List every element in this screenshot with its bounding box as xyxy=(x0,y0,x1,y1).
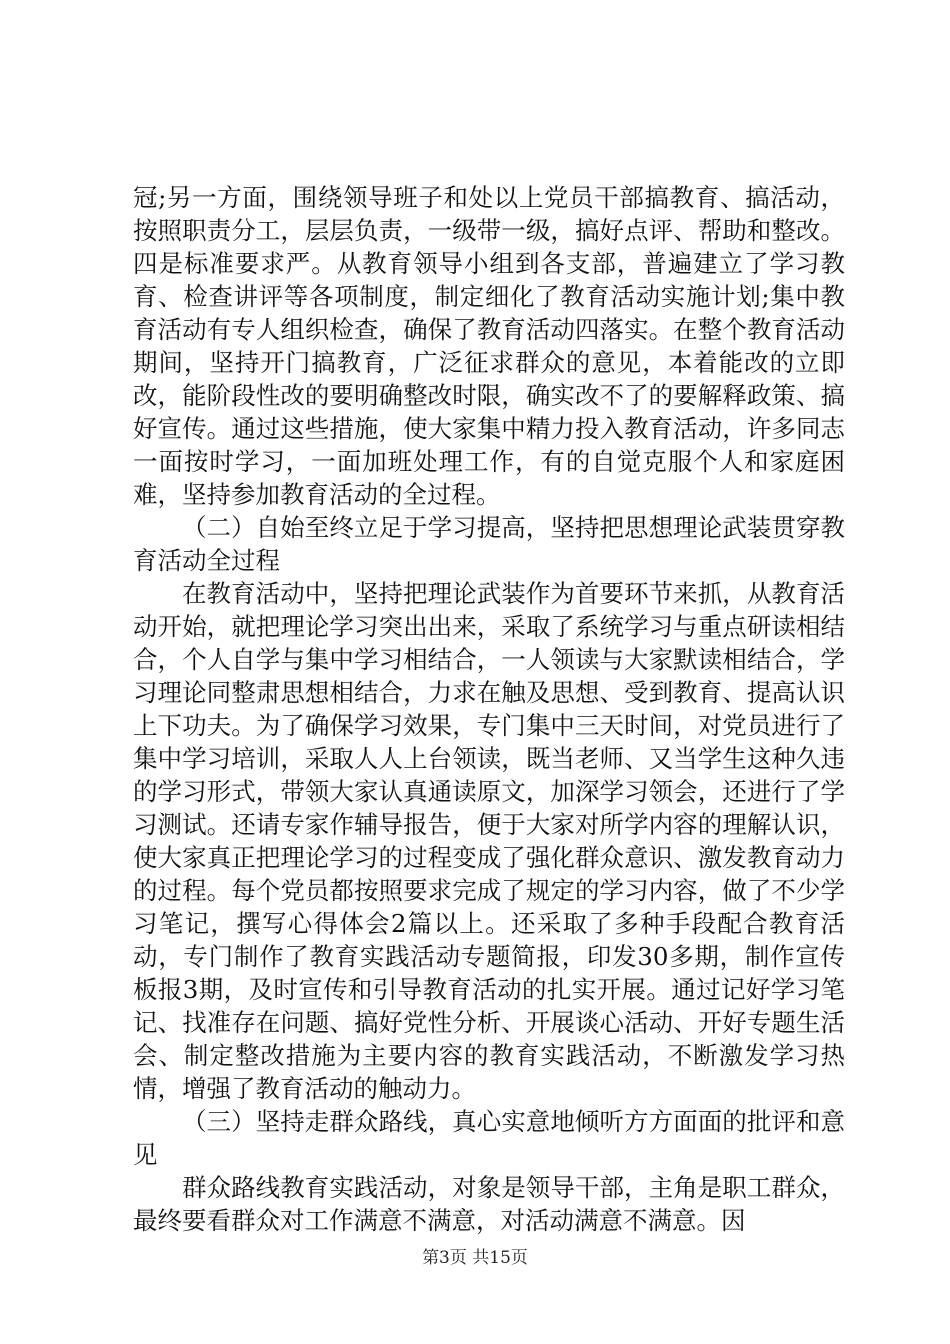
body-paragraph: 在教育活动中，坚持把理论武装作为首要环节来抓，从教育活动开始，就把理论学习突出出来，采取了系统学习与重点研读相结合，个人自学与集中学习相结合，一人领读与大家默读相结合，学习理论同整肃思想相结合，力求在触及思想、受到教育、提高认识上下功夫。为了确保学习效果，专门集中三天时间，对党员进行了集中学习培训，采取人人上台领读，既当老师、又当学生这种久违的学习形式，带领大家认真通读原文，加深学习领会，还进行了学习测试。还请专家作辅导报告，便于大家对所学内容的理解认识，使大家真正把理论学习的过程变成了强化群众意识、激发教育动力的过程。每个党员都按照要求完成了规定的学习内容，做了不少学习笔记，撰写心得体会2篇以上。还采取了多种手段配合教育活动，专门制作了教育实践活动专题简报，印发30多期，制作宣传板报3期，及时宣传和引导教育活动的扎实开展。通过记好学习笔记、找准存在问题、搞好党性分析、开展谈心活动、开好专题生活会、制定整改措施为主要内容的教育实践活动，不断激发学习热情，增强了教育活动的触动力。 xyxy=(133,579,845,1103)
section-heading: （二）自始至终立足于学习提高，坚持把思想理论武装贯穿教育活动全过程 xyxy=(133,513,845,575)
document-body xyxy=(133,181,845,1237)
body-paragraph: 冠;另一方面，围绕领导班子和处以上党员干部搞教育、搞活动，按照职责分工，层层负责，一级带一级，搞好点评、帮助和整改。四是标准要求严。从教育领导小组到各支部，普遍建立了学习教育、检查讲评等各项制度，制定细化了教育活动实施计划;集中教育活动有专人组织检查，确保了教育活动四落实。在整个教育活动期间，坚持开门搞教育，广泛征求群众的意见，本着能改的立即改，能阶段性改的要明确整改时限，确实改不了的要解释政策、搞好宣传。通过这些措施，使大家集中精力投入教育活动，许多同志一面按时学习，一面加班处理工作，有的自觉克服个人和家庭困难，坚持参加教育活动的全过程。 xyxy=(133,183,845,509)
page-number-footer: 第3页 共15页 xyxy=(422,1248,528,1268)
body-paragraph: 群众路线教育实践活动，对象是领导干部，主角是职工群众，最终要看群众对工作满意不满意，对活动满意不满意。因 xyxy=(133,1173,845,1235)
section-heading: （三）坚持走群众路线，真心实意地倾听方方面面的批评和意见 xyxy=(133,1107,845,1169)
